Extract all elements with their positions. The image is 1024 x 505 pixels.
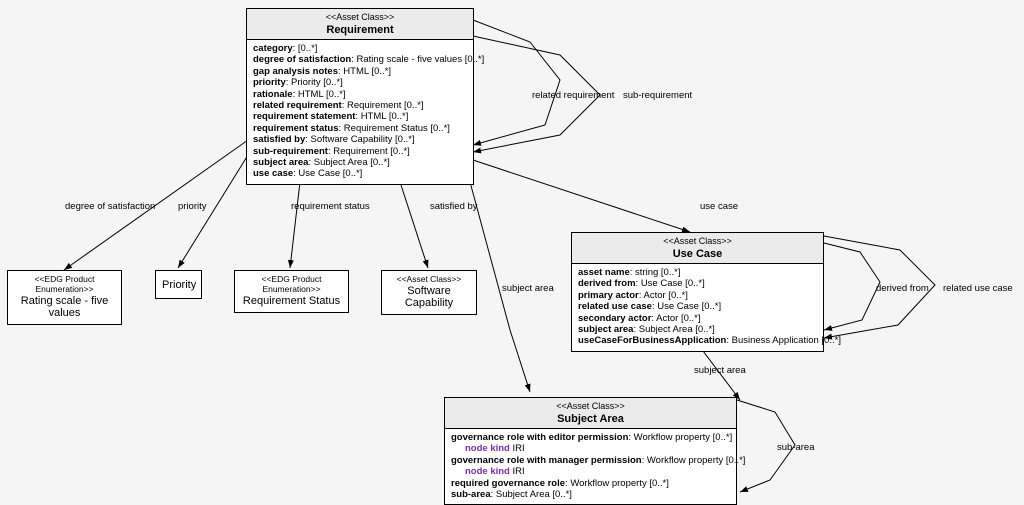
node-subject-area-body: [445, 429, 746, 504]
attribute-row: sub-area: Subject Area [0..*]: [451, 489, 572, 501]
node-requirement-status[interactable]: [234, 270, 349, 313]
edge-label-satisfied-by: satisfied by: [430, 201, 478, 212]
attribute-row: satisfied by: Software Capability [0..*]: [253, 134, 415, 146]
attribute-row: required governance role: Workflow property [0..*]: [451, 477, 669, 489]
edge-label-related-requirement: related requirement: [532, 90, 615, 101]
node-priority-title: Priority: [162, 279, 197, 291]
attribute-row: useCaseForBusinessApplication: Business Application [0..*]: [578, 335, 841, 347]
attribute-row: use case: Use Case [0..*]: [253, 168, 363, 180]
node-requirement-status-stereotype: <<EDG Product Enumeration>>: [261, 274, 322, 294]
attribute-row: category: [0..*]: [253, 43, 318, 54]
attribute-row: node kind IRI: [465, 443, 525, 455]
node-requirement[interactable]: [246, 8, 485, 185]
attribute-row: requirement statement: HTML [0..*]: [253, 111, 409, 123]
node-use-case-stereotype: <<Asset Class>>: [663, 236, 732, 246]
attribute-row: subject area: Subject Area [0..*]: [253, 157, 390, 169]
node-rating-scale[interactable]: [7, 270, 122, 325]
attribute-row: related requirement: Requirement [0..*]: [253, 100, 424, 112]
attribute-row: degree of satisfaction: Rating scale - five values [0..*]: [253, 54, 485, 66]
node-use-case-title: Use Case: [672, 248, 723, 260]
node-requirement-header: [247, 9, 473, 40]
node-requirement-title: Requirement: [326, 24, 394, 36]
node-subject-area-stereotype: <<Asset Class>>: [556, 401, 625, 411]
node-software-capability-title: Software Capability: [404, 285, 454, 309]
edge-label-requirement-status: requirement status: [291, 201, 370, 212]
node-subject-area-header: [445, 398, 736, 429]
node-software-capability-stereotype: <<Asset Class>>: [396, 274, 462, 284]
attribute-row: node kind IRI: [465, 466, 525, 478]
node-requirement-status-body: [235, 271, 348, 312]
attribute-row: derived from: Use Case [0..*]: [578, 278, 705, 290]
node-priority[interactable]: [155, 270, 202, 299]
edge-label-subject-area-requirement: subject area: [502, 283, 554, 294]
node-priority-body: [156, 271, 201, 298]
node-software-capability[interactable]: [381, 270, 477, 315]
attribute-row: requirement status: Requirement Status [0..*]: [253, 122, 450, 134]
attribute-row: primary actor: Actor [0..*]: [578, 289, 688, 301]
attribute-row: priority: Priority [0..*]: [253, 77, 343, 89]
attribute-row: gap analysis notes: HTML [0..*]: [253, 65, 391, 77]
edge-label-derived-from: derived from: [876, 283, 929, 294]
node-use-case-body: [572, 264, 841, 351]
attribute-row: subject area: Subject Area [0..*]: [578, 324, 715, 336]
attribute-row: governance role with manager permission: Workflow property [0..*]: [451, 454, 746, 466]
node-rating-scale-body: [8, 271, 121, 324]
edge-label-use-case: use case: [700, 201, 739, 212]
edge-label-related-use-case: related use case: [943, 283, 1013, 294]
node-requirement-body: [247, 40, 485, 184]
node-requirement-status-title: Requirement Status: [242, 295, 341, 307]
node-subject-area[interactable]: [444, 397, 746, 505]
edge-label-sub-requirement: sub-requirement: [623, 90, 693, 101]
edge-label-priority: priority: [178, 201, 207, 212]
node-use-case[interactable]: [571, 232, 841, 352]
node-requirement-stereotype: <<Asset Class>>: [325, 12, 395, 22]
edge-label-subject-area-use-case: subject area: [694, 365, 746, 376]
attribute-row: rationale: HTML [0..*]: [253, 88, 346, 100]
edge-label-sub-area: sub-area: [777, 442, 815, 453]
node-software-capability-body: [382, 271, 476, 314]
node-subject-area-title: Subject Area: [557, 413, 624, 425]
node-use-case-header: [572, 233, 823, 264]
node-rating-scale-title: Rating scale - five values: [20, 295, 109, 319]
attribute-row: governance role with editor permission: Workflow property [0..*]: [451, 432, 733, 443]
attribute-row: secondary actor: Actor [0..*]: [578, 312, 701, 324]
node-rating-scale-stereotype: <<EDG Product Enumeration>>: [34, 274, 95, 294]
attribute-row: asset name: string [0..*]: [578, 267, 681, 278]
attribute-row: related use case: Use Case [0..*]: [578, 301, 722, 313]
attribute-row: sub-requirement: Requirement [0..*]: [253, 145, 410, 157]
edge-label-degree-of-satisfaction: degree of satisfaction: [65, 201, 156, 212]
